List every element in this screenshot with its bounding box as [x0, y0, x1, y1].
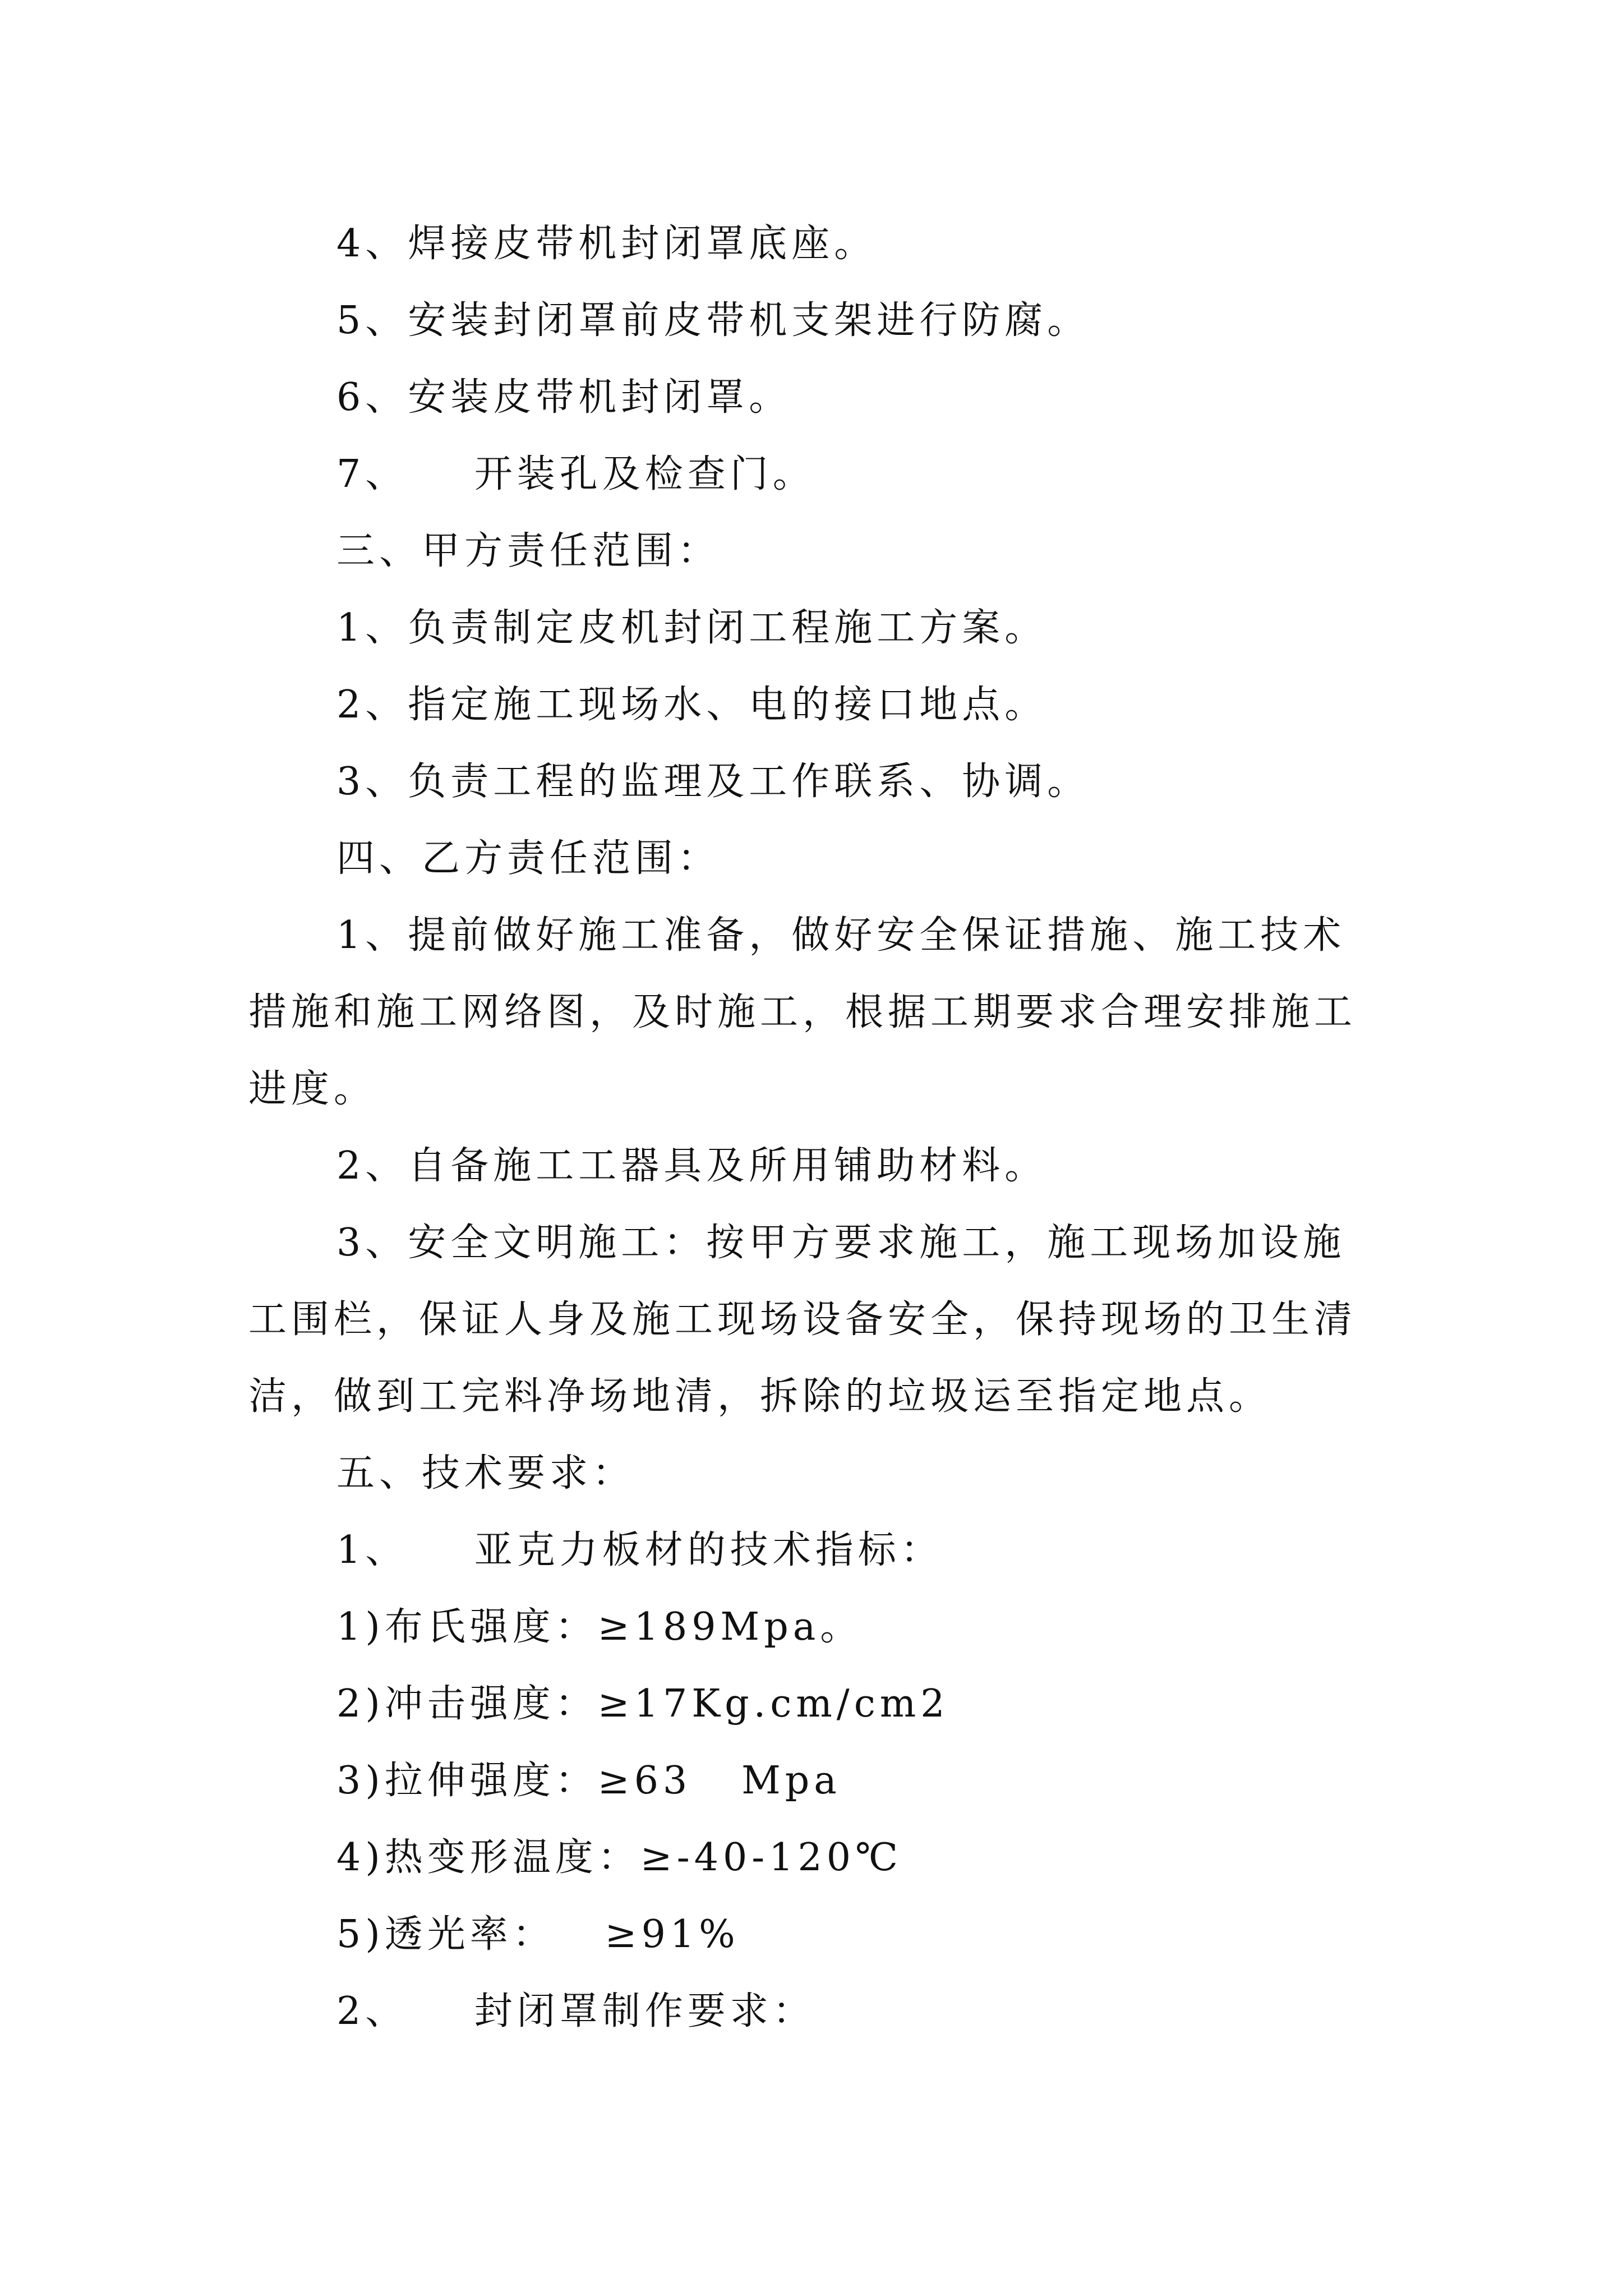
section-4-item-1-line-3: 进度。 — [248, 1067, 377, 1111]
section-4-item-2: 2、自备施工工器具及所用铺助材料。 — [336, 1144, 1048, 1188]
spec-heat-deflection: 4)热变形温度：≥-40-120℃ — [336, 1835, 903, 1880]
spec-brinell-strength: 1)布氏强度：≥189Mpa。 — [336, 1605, 863, 1649]
section-4-item-1-line-1: 1、提前做好施工准备，做好安全保证措施、施工技术 — [336, 913, 1346, 958]
spec-impact-strength: 2)冲击强度：≥17Kg.cm/cm2 — [336, 1682, 949, 1726]
section-4-item-3-line-1: 3、安全文明施工：按甲方要求施工，施工现场加设施 — [336, 1221, 1346, 1265]
section-3-item-3: 3、负责工程的监理及工作联系、协调。 — [336, 760, 1090, 804]
item-5-anticorrosion: 5、安装封闭罩前皮带机支架进行防腐。 — [336, 298, 1090, 343]
spec-transmittance: 5)透光率： ≥91% — [336, 1912, 740, 1957]
item-4-weld-base: 4、焊接皮带机封闭罩底座。 — [336, 222, 877, 266]
section-5-item-2: 2、 封闭罩制作要求： — [336, 1989, 815, 2033]
section-3-item-1: 1、负责制定皮机封闭工程施工方案。 — [336, 606, 1048, 650]
section-3-heading: 三、甲方责任范围： — [336, 529, 721, 573]
item-7-openings: 7、 开装孔及检查门。 — [336, 452, 815, 496]
section-4-item-3-line-2: 工围栏，保证人身及施工现场设备安全，保持现场的卫生清 — [248, 1297, 1357, 1342]
section-4-item-3-line-3: 洁，做到工完料净场地清，拆除的垃圾运至指定地点。 — [248, 1374, 1272, 1419]
item-6-install-cover: 6、安装皮带机封闭罩。 — [336, 375, 792, 420]
section-4-item-1-line-2: 措施和施工网络图，及时施工，根据工期要求合理安排施工 — [248, 990, 1357, 1034]
section-4-heading: 四、乙方责任范围： — [336, 836, 721, 881]
section-5-item-1: 1、 亚克力板材的技术指标： — [336, 1528, 943, 1572]
spec-tensile-strength: 3)拉伸强度：≥63 Mpa — [336, 1759, 841, 1803]
section-3-item-2: 2、指定施工现场水、电的接口地点。 — [336, 683, 1048, 727]
section-5-heading: 五、技术要求： — [336, 1451, 635, 1496]
